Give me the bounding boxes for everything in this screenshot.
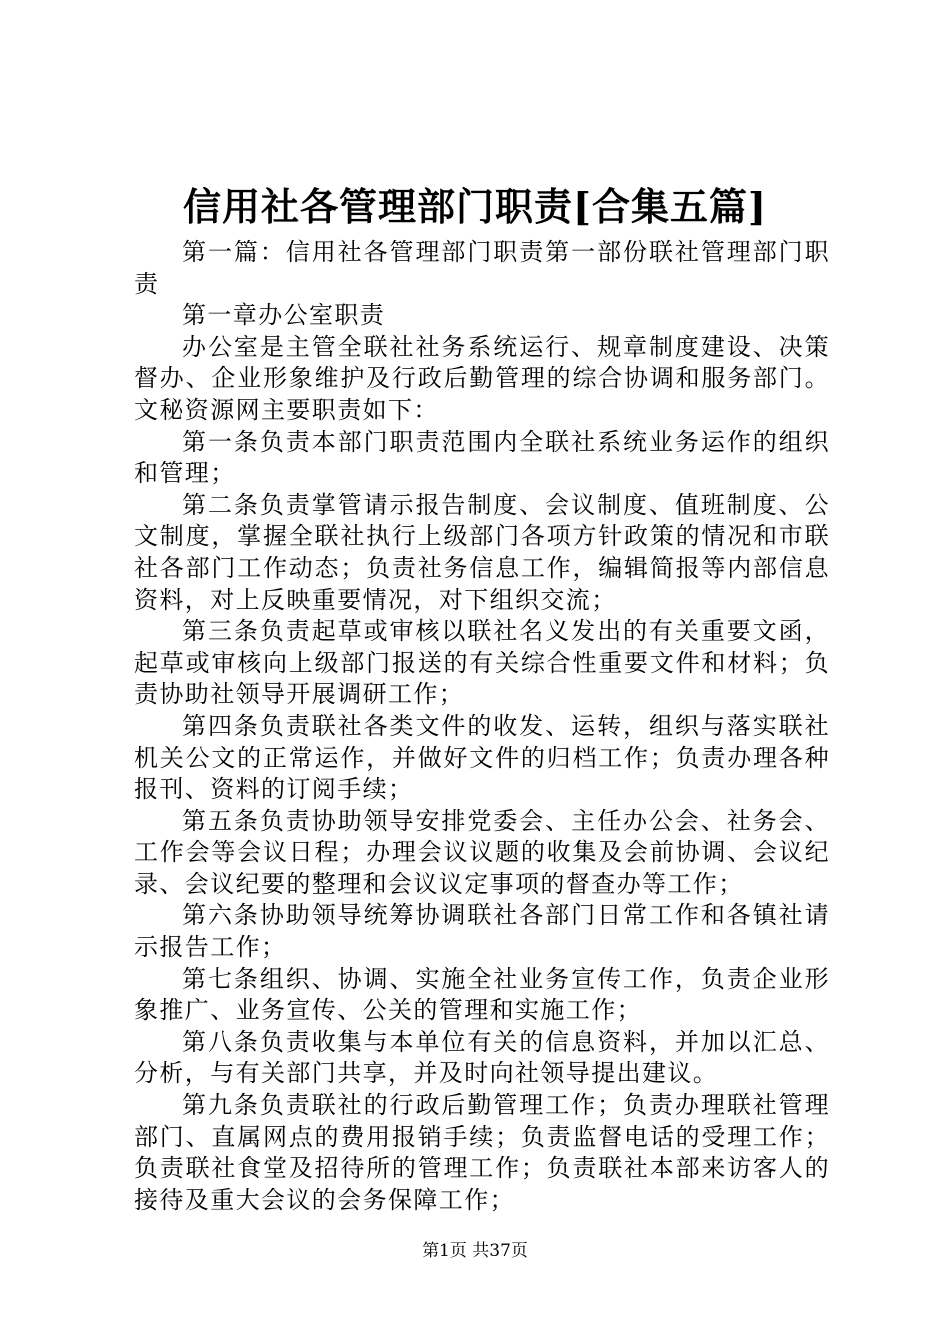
- paragraph-article-5: 第五条负责协助领导安排党委会、主任办公会、社务会、工作会等会议日程；办理会议议题的收集及会前协调、会议纪录、会议纪要的整理和会议议定事项的督查办等工作；: [134, 806, 830, 898]
- paragraph-article-8: 第八条负责收集与本单位有关的信息资料，并加以汇总、分析，与有关部门共享，并及时向社领导提出建议。: [134, 1027, 830, 1088]
- paragraph-office-intro: 办公室是主管全联社社务系统运行、规章制度建设、决策督办、企业形象维护及行政后勤管理的综合协调和服务部门。文秘资源网主要职责如下：: [134, 332, 830, 424]
- paragraph-part-heading: 第一篇：信用社各管理部门职责第一部份联社管理部门职责: [134, 238, 830, 298]
- paragraph-article-6: 第六条协助领导统筹协调联社各部门日常工作和各镇社请示报告工作；: [134, 901, 830, 962]
- paragraph-article-1: 第一条负责本部门职责范围内全联社系统业务运作的组织和管理；: [134, 427, 830, 488]
- paragraph-article-9: 第九条负责联社的行政后勤管理工作；负责办理联社管理部门、直属网点的费用报销手续；负责监督电话的受理工作；负责联社食堂及招待所的管理工作；负责联社本部来访客人的接待及重大会议的会务保障工作；: [134, 1091, 830, 1214]
- paragraph-chapter-heading: 第一章办公室职责: [182, 301, 386, 330]
- paragraph-article-7: 第七条组织、协调、实施全社业务宣传工作，负责企业形象推广、业务宣传、公关的管理和实施工作；: [134, 964, 830, 1025]
- document-title: 信用社各管理部门职责[合集五篇]: [183, 184, 767, 229]
- paragraph-article-4: 第四条负责联社各类文件的收发、运转，组织与落实联社机关公文的正常运作，并做好文件的归档工作；负责办理各种报刊、资料的订阅手续；: [134, 711, 830, 804]
- page-footer: 第1页 共37页: [422, 1241, 528, 1261]
- paragraph-article-2: 第二条负责掌管请示报告制度、会议制度、值班制度、公文制度，掌握全联社执行上级部门各项方针政策的情况和市联社各部门工作动态；负责社务信息工作，编辑简报等内部信息资料，对上反映重要情况，对下组织交流；: [134, 490, 830, 614]
- paragraph-article-3: 第三条负责起草或审核以联社名义发出的有关重要文函，起草或审核向上级部门报送的有关综合性重要文件和材料；负责协助社领导开展调研工作；: [134, 617, 830, 709]
- document-body: [134, 237, 830, 1216]
